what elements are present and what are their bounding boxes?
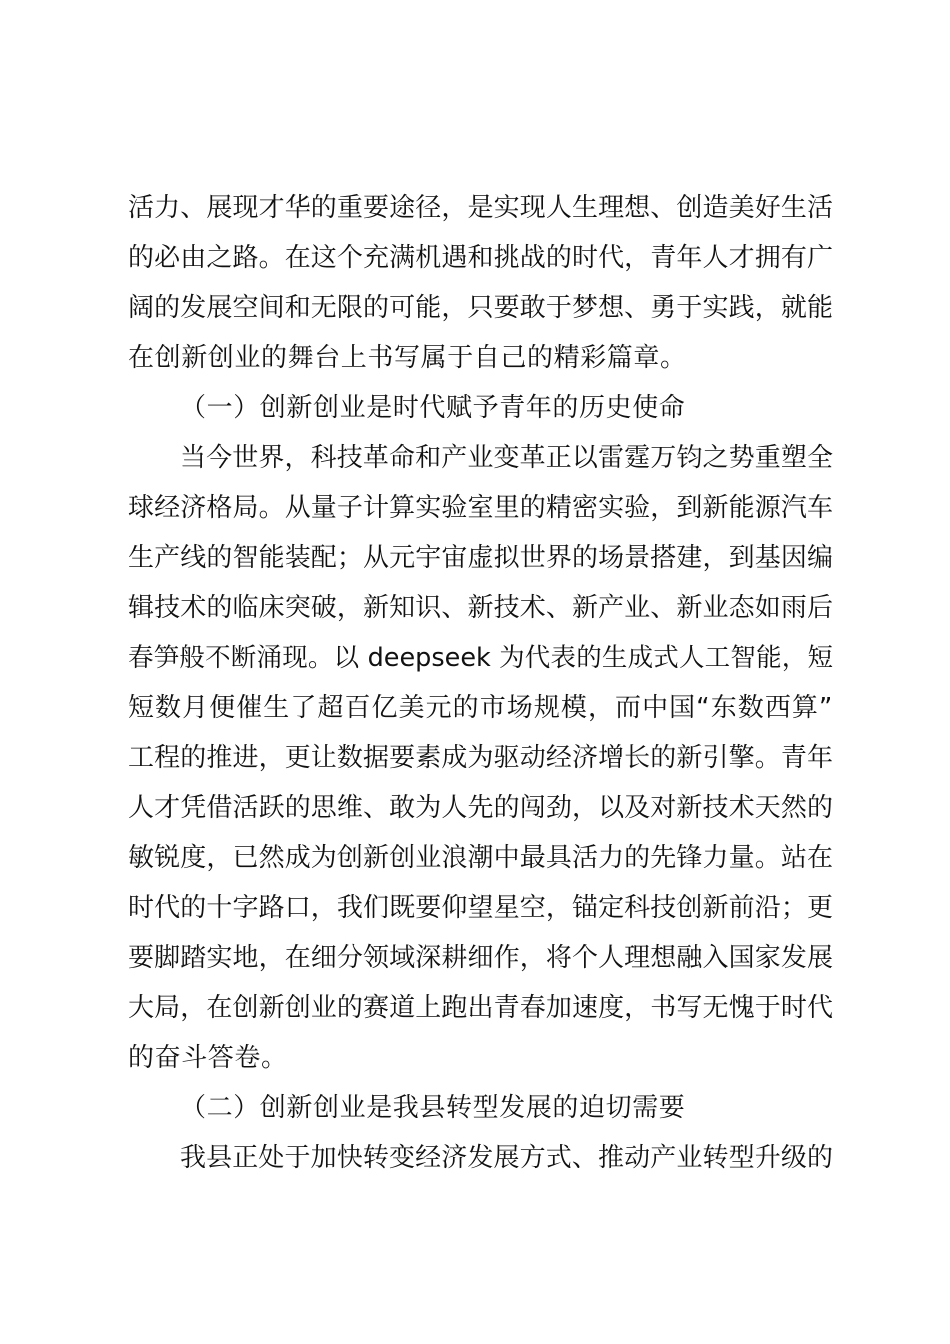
paragraph-line: 在创新创业的舞台上书写属于自己的精彩篇章。 — [128, 343, 687, 373]
paragraph-line: 短数月便催生了超百亿美元的市场规模，而中国“东数西算” — [128, 693, 833, 723]
paragraph-line: 的必由之路。在这个充满机遇和挑战的时代，青年人才拥有广 — [128, 243, 833, 273]
paragraph-line: 春笋般不断涌现。以 deepseek 为代表的生成式人工智能，短 — [128, 643, 833, 673]
paragraph-line: 人才凭借活跃的思维、敢为人先的闯劲，以及对新技术天然的 — [128, 793, 833, 823]
paragraph-line: 辑技术的临床突破，新知识、新技术、新产业、新业态如雨后 — [128, 593, 833, 623]
paragraph-line: 敏锐度，已然成为创新创业浪潮中最具活力的先锋力量。站在 — [128, 843, 833, 873]
paragraph-line: 的奋斗答卷。 — [128, 1043, 288, 1073]
paragraph-line: 工程的推进，更让数据要素成为驱动经济增长的新引擎。青年 — [128, 743, 833, 773]
paragraph-line: 球经济格局。从量子计算实验室里的精密实验，到新能源汽车 — [128, 493, 833, 523]
paragraph-line: 我县正处于加快转变经济发展方式、推动产业转型升级的 — [180, 1143, 833, 1173]
paragraph-line: 时代的十字路口，我们既要仰望星空，锚定科技创新前沿；更 — [128, 893, 833, 923]
paragraph-line: 要脚踏实地，在细分领域深耕细作，将个人理想融入国家发展 — [128, 943, 833, 973]
section-heading: （一）创新创业是时代赋予青年的历史使命 — [180, 393, 686, 423]
paragraph-line: 生产线的智能装配；从元宇宙虚拟世界的场景搭建，到基因编 — [128, 543, 833, 573]
paragraph-line: 阔的发展空间和无限的可能，只要敢于梦想、勇于实践，就能 — [128, 293, 833, 323]
paragraph-line: 当今世界，科技革命和产业变革正以雷霆万钧之势重塑全 — [180, 443, 833, 473]
section-heading: （二）创新创业是我县转型发展的迫切需要 — [180, 1093, 686, 1123]
paragraph-line: 大局，在创新创业的赛道上跑出青春加速度，书写无愧于时代 — [128, 993, 833, 1023]
paragraph-line: 活力、展现才华的重要途径，是实现人生理想、创造美好生活 — [128, 193, 833, 223]
